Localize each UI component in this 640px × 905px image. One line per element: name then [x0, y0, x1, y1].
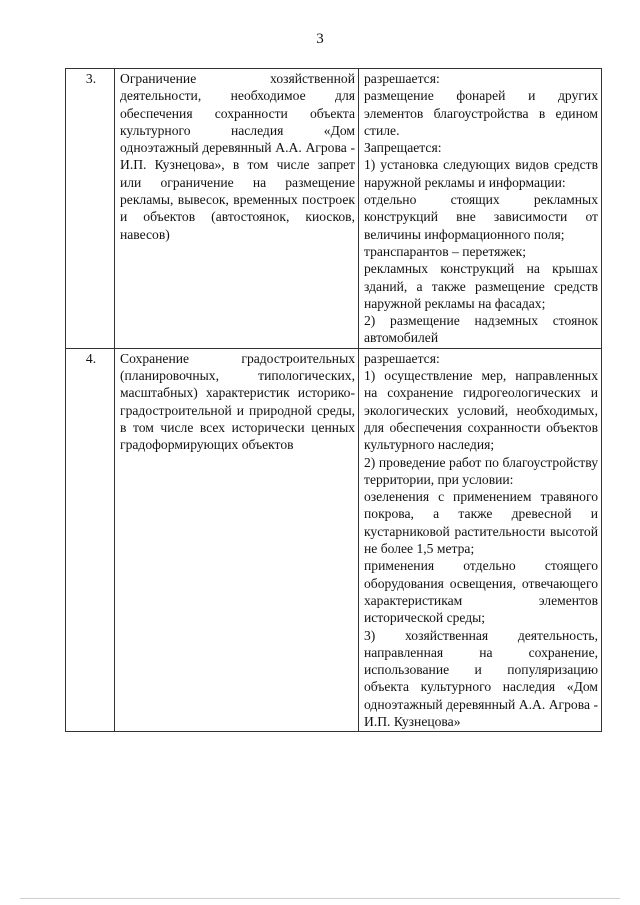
regulation-paragraph: отдельно стоящих рекламных конструкций вне зависимости от величины информационного поля;: [364, 192, 598, 242]
restriction-description: Сохранение градостроительных (планировочных, типологических, масштабных) характеристик историко-градостроительной и природной среды, в том числе всех исторически ценных градоформирующих объектов: [115, 348, 359, 732]
regulation-paragraph: применения отдельно стоящего оборудования освещения, отвечающего характеристикам элементов исторической среды;: [364, 558, 598, 626]
regulation-text: [359, 69, 602, 349]
page-number: 3: [316, 31, 324, 47]
restriction-description: Ограничение хозяйственной деятельности, необходимое для обеспечения сохранности объекта культурного наследия «Дом одноэтажный деревянный А.А. Агрова - И.П. Кузнецова», в том числе запрет или ограничение на размещение рекламы, вывесок, временных построек и объектов (автостоянок, киосков, навесов): [115, 69, 359, 349]
table-row: [66, 69, 602, 349]
regulation-paragraph: озеленения с применением травяного покрова, а также древесной и кустарниковой растительности высотой не более 1,5 метра;: [364, 489, 598, 557]
row-number: 3.: [66, 69, 115, 349]
regulation-paragraph: разрешается:: [364, 350, 440, 366]
regulation-paragraph: размещение фонарей и других элементов благоустройства в едином стиле.: [364, 88, 598, 138]
regulation-paragraph: 1) установка следующих видов средств наружной рекламы и информации:: [364, 157, 598, 190]
page-bottom-edge: [20, 898, 620, 899]
regulation-paragraph: рекламных конструкций на крышах зданий, а также размещение средств наружной рекламы на фасадах;: [364, 261, 598, 311]
regulation-paragraph: Запрещается:: [364, 140, 442, 156]
regulation-paragraph: 2) размещение надземных стоянок автомобилей: [364, 313, 598, 346]
regulation-paragraph: 1) осуществление мер, направленных на сохранение гидрогеологических и экологических условий, необходимых, для обеспечения сохранности объектов культурного наследия;: [364, 368, 598, 453]
regulation-paragraph: транспарантов – перетяжек;: [364, 243, 527, 259]
table-row: [66, 348, 602, 732]
regulation-paragraph: 2) проведение работ по благоустройству территории, при условии:: [364, 454, 598, 487]
regulation-paragraph: 3) хозяйственная деятельность, направленная на сохранение, использование и популяризацию объекта культурного наследия «Дом одноэтажный деревянный А.А. Агрова - И.П. Кузнецова»: [364, 627, 598, 729]
restrictions-table: [65, 68, 602, 732]
row-number: 4.: [66, 348, 115, 732]
regulation-paragraph: разрешается:: [364, 71, 440, 86]
regulation-text: [359, 348, 602, 732]
